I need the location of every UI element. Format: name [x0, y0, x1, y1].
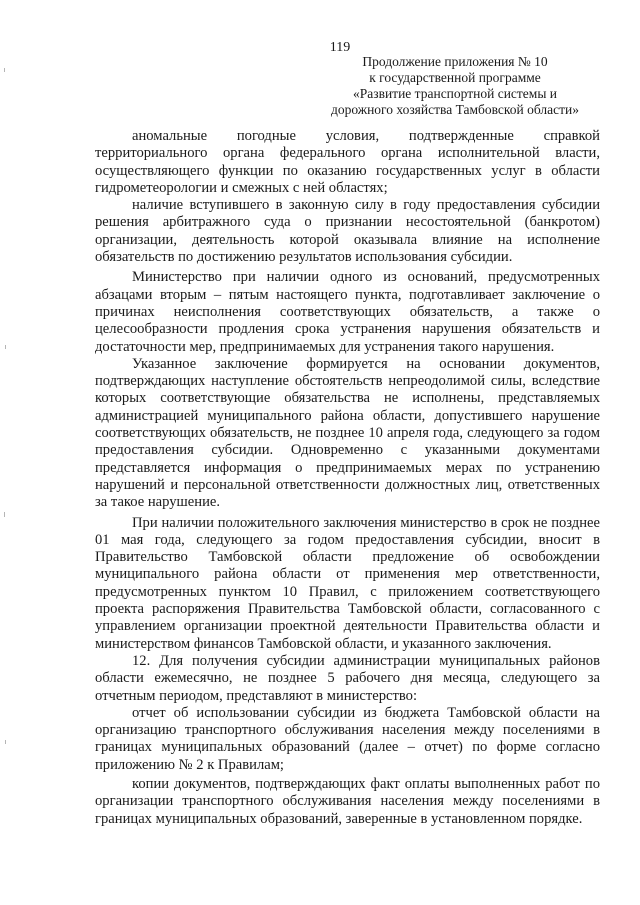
scan-artifact-mark: [5, 740, 6, 744]
appendix-header-line: Продолжение приложения № 10: [362, 54, 548, 69]
scan-artifact-mark: [5, 345, 6, 349]
appendix-header: [325, 54, 585, 118]
appendix-header-line: к государственной программе: [369, 70, 541, 85]
paragraph-conclusion-basis: Указанное заключение формируется на основании документов, подтверждающих наступление обстоятельств непреодолимой силы, вследствие которых соответствующие обязательства не исполнены, представляемых администрацией муниципального района области, допустившего нарушение соответствующих обязательств, не позднее 10 апреля года, следующего за годом предоставления субсидии. Одновременно с указанными документами представляется информация о предпринимаемых мерах по устранению нарушений и персональной ответственности должностных лиц, ответственных за такое нарушение.: [95, 355, 600, 511]
scan-artifact-mark: [4, 512, 5, 517]
paragraph-bankruptcy: наличие вступившего в законную силу в году предоставления субсидии решения арбитражного суда о признании несостоятельной (банкротом) организации, деятельность которой оказывала влияние на исполнение обязательств по достижению результатов использования субсидии.: [95, 197, 600, 266]
appendix-header-line: «Развитие транспортной системы и: [352, 86, 558, 101]
appendix-header-line: дорожного хозяйства Тамбовской области»: [330, 102, 580, 117]
document-body: [95, 128, 600, 828]
paragraph-item-12: 12. Для получения субсидии администрации муниципальных районов области ежемесячно, не позднее 5 рабочего дня месяца, следующего за отчетным периодом, представляют в министерство:: [95, 652, 600, 704]
paragraph-positive-conclusion: При наличии положительного заключения министерство в срок не позднее 01 мая года, следующего за годом предоставления субсидии, вносит в Правительство Тамбовской области предложение об освобождении муниципального района области от применения мер ответственности, предусмотренных пунктом 10 Правил, с приложением соответствующего проекта распоряжения Правительства Тамбовской области, согласованного с управлением организации проектной деятельности Правительства области и министерством финансов Тамбовской области, и указанного заключения.: [95, 514, 600, 652]
page-number: 119: [329, 40, 351, 55]
paragraph-report: отчет об использовании субсидии из бюджета Тамбовской области на организацию транспортного обслуживания населения между поселениями в границах муниципальных образований (далее – отчет) по форме согласно приложению № 2 к Правилам;: [95, 704, 600, 773]
paragraph-document-copies: копии документов, подтверждающих факт оплаты выполненных работ по организации транспортного обслуживания населения между поселениями в границах муниципальных образований, заверенные в установленном порядке.: [95, 775, 600, 827]
paragraph-weather-conditions: аномальные погодные условия, подтвержденные справкой территориального органа федерального органа исполнительной власти, осуществляющего функции по оказанию государственных услуг в области гидрометеорологии и смежных с ней областях;: [95, 128, 600, 196]
scan-artifact-mark: [4, 68, 5, 72]
paragraph-ministry-conclusion: Министерство при наличии одного из оснований, предусмотренных абзацами вторым – пятым настоящего пункта, подготавливает заключение о причинах неисполнения соответствующих обязательств, а также о целесообразности продления срока устранения нарушения обязательств и достаточности мер, предпринимаемых для устранения такого нарушения.: [95, 269, 600, 355]
